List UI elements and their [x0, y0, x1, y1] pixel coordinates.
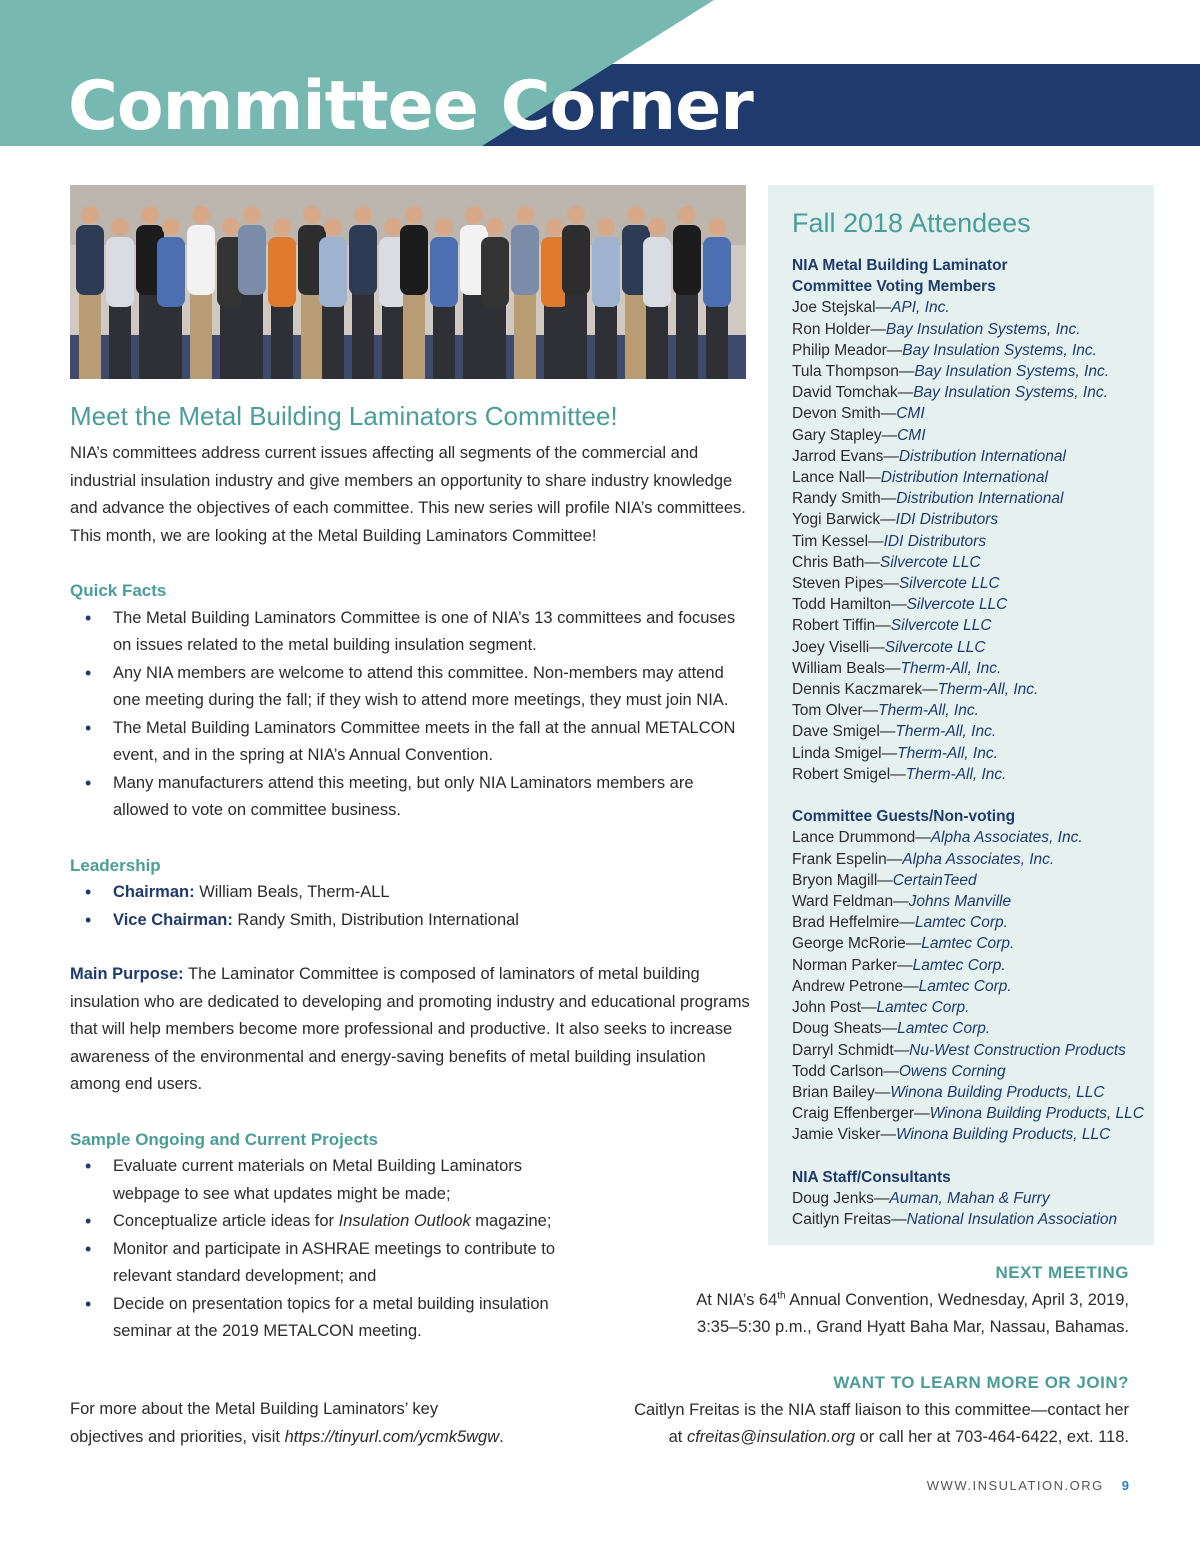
attendee-row: Doug Sheats—Lamtec Corp.: [792, 1020, 991, 1038]
attendee-name: Randy Smith: [792, 490, 881, 508]
list-item: • Many manufacturers attend this meeting, but only NIA Laminators members are allowed to vote on committee business.: [70, 770, 750, 825]
staff-list: [792, 1188, 1152, 1230]
attendee-name: Brian Bailey: [792, 1083, 875, 1101]
attendee-name: Ron Holder: [792, 320, 871, 338]
next-meeting-heading: NEXT MEETING: [995, 1263, 1129, 1282]
attendee-org: Therm-All, Inc.: [897, 744, 998, 762]
voting-list: [792, 297, 1152, 785]
attendee-name: Norman Parker: [792, 956, 898, 974]
list-item: • Any NIA members are welcome to attend this committee. Non-members may attend one meeting during the fall; if they wish to attend more meetings, they must join NIA.: [70, 660, 750, 715]
attendee-org: Bay Insulation Systems, Inc.: [914, 363, 1110, 381]
header-banner: [0, 0, 1200, 146]
attendee-row: Lance Drummond—Alpha Associates, Inc.: [792, 829, 1083, 847]
attendee-row: Norman Parker—Lamtec Corp.: [792, 956, 1006, 974]
list-item: • Monitor and participate in ASHRAE meetings to contribute to relevant standard development; and: [70, 1236, 580, 1291]
attendee-name: William Beals: [792, 659, 886, 677]
list-item: [70, 879, 750, 907]
list-item: [70, 907, 750, 935]
attendee-org: API, Inc.: [891, 299, 950, 317]
attendee-org: CMI: [896, 405, 925, 423]
attendee-name: Devon Smith: [792, 405, 881, 423]
attendee-name: Brad Heffelmire: [792, 914, 900, 932]
attendee-name: Gary Stapley: [792, 426, 882, 444]
attendee-org: Silvercote LLC: [906, 596, 1008, 614]
item-text: Conceptualize article ideas for: [113, 1212, 339, 1230]
attendee-row: Brian Bailey—Winona Building Products, LLC: [792, 1083, 1105, 1101]
attendee-org: Silvercote LLC: [890, 617, 992, 635]
attendee-name: Andrew Petrone: [792, 977, 904, 995]
quick-facts-heading: Quick Facts: [70, 581, 167, 600]
attendee-row: Brad Heffelmire—Lamtec Corp.: [792, 914, 1008, 932]
attendee-name: Tula Thompson: [792, 363, 899, 381]
attendee-name: Doug Jenks: [792, 1189, 874, 1207]
role-name: William Beals, Therm-ALL: [199, 883, 390, 901]
email-link[interactable]: cfreitas@insulation.org: [686, 1428, 856, 1446]
attendee-name: Dennis Kaczmarek: [792, 681, 923, 699]
attendee-name: David Tomchak: [792, 384, 898, 402]
attendee-row: Joey Viselli—Silvercote LLC: [792, 638, 986, 656]
contact-text: or call her at 703-464-6422, ext. 118.: [855, 1428, 1129, 1446]
staff-heading: NIA Staff/Consultants: [792, 1168, 951, 1186]
attendee-row: Ron Holder—Bay Insulation Systems, Inc.: [792, 320, 1081, 338]
attendee-org: Winona Building Products, LLC: [895, 1126, 1111, 1144]
learn-more-heading: WANT TO LEARN MORE OR JOIN?: [833, 1373, 1129, 1392]
contact-text: at: [668, 1428, 687, 1446]
attendee-name: Yogi Barwick: [792, 511, 881, 529]
section-heading: Meet the Metal Building Laminators Committee!: [70, 401, 618, 431]
attendee-name: George McRorie: [792, 935, 906, 953]
leadership-heading: Leadership: [70, 855, 161, 875]
attendee-row: William Beals—Therm-All, Inc.: [792, 659, 1002, 677]
attendee-org: CMI: [897, 426, 926, 444]
guests-heading: Committee Guests/Non-voting: [792, 808, 1016, 826]
attendee-name: John Post: [792, 999, 861, 1017]
attendees-panel: [768, 185, 1154, 1245]
attendee-org: Therm-All, Inc.: [905, 765, 1007, 783]
attendee-row: Frank Espelin—Alpha Associates, Inc.: [792, 850, 1055, 868]
attendee-org: Nu-West Construction Products: [909, 1041, 1126, 1059]
page-footer: [927, 1478, 1129, 1493]
attendee-row: Robert Smigel—Therm-All, Inc.: [792, 765, 1007, 783]
footer-site[interactable]: WWW.INSULATION.ORG: [926, 1478, 1104, 1493]
attendee-name: Lance Nall: [792, 469, 866, 487]
attendee-row: Yogi Barwick—IDI Distributors: [792, 511, 999, 529]
attendee-org: IDI Distributors: [883, 532, 987, 550]
attendee-row: Gary Stapley—CMI: [792, 426, 926, 444]
attendee-org: Lamtec Corp.: [921, 935, 1015, 953]
attendee-row: Doug Jenks—Auman, Mahan & Furry: [792, 1189, 1050, 1207]
attendee-row: Robert Tiffin—Silvercote LLC: [792, 617, 992, 635]
attendee-org: Therm-All, Inc.: [895, 723, 997, 741]
attendee-org: Therm-All, Inc.: [900, 659, 1002, 677]
attendee-org: Lamtec Corp.: [918, 977, 1012, 995]
attendee-org: IDI Distributors: [895, 511, 999, 529]
more-text: .: [499, 1427, 504, 1446]
list-item: • The Metal Building Laminators Committee meets in the fall at the annual METALCON event, and in the spring at NIA’s Annual Convention.: [70, 715, 750, 770]
attendee-row: Devon Smith—CMI: [792, 405, 925, 423]
attendee-org: Therm-All, Inc.: [878, 702, 979, 720]
learn-more: [634, 1369, 1129, 1452]
attendee-row: Randy Smith—Distribution International: [792, 490, 1064, 508]
attendee-org: Winona Building Products, LLC: [890, 1083, 1105, 1101]
attendee-row: Darryl Schmidt—Nu-West Construction Products: [792, 1041, 1126, 1059]
attendee-org: Bay Insulation Systems, Inc.: [885, 320, 1081, 338]
list-item: • Decide on presentation topics for a metal building insulation seminar at the 2019 METALCON meeting.: [70, 1291, 580, 1346]
attendee-name: Ward Feldman: [792, 893, 894, 911]
attendee-org: Lamtec Corp.: [914, 914, 1008, 932]
attendee-org: Silvercote LLC: [898, 575, 1000, 593]
attendee-org: Therm-All, Inc.: [937, 681, 1039, 699]
attendee-row: Tom Olver—Therm-All, Inc.: [792, 702, 979, 720]
attendee-row: Ward Feldman—Johns Manville: [792, 893, 1012, 911]
guests-list: [792, 827, 1152, 1145]
attendee-row: Dennis Kaczmarek—Therm-All, Inc.: [792, 681, 1039, 699]
next-meeting: [696, 1259, 1129, 1342]
attendee-name: Joe Stejskal: [792, 299, 876, 317]
group-photo-icon: [70, 185, 746, 379]
leadership-list: [70, 879, 750, 934]
role-name: Randy Smith, Distribution International: [237, 910, 519, 929]
attendee-row: Linda Smigel—Therm-All, Inc.: [792, 744, 998, 762]
attendee-row: John Post—Lamtec Corp.: [792, 999, 970, 1017]
ordinal: th: [777, 1290, 786, 1301]
attendee-org: Bay Insulation Systems, Inc.: [913, 384, 1108, 402]
attendee-row: Joe Stejskal—API, Inc.: [792, 299, 950, 317]
attendee-row: Andrew Petrone—Lamtec Corp.: [792, 977, 1012, 995]
attendee-row: Bryon Magill—CertainTeed: [792, 871, 977, 889]
attendee-name: Tim Kessel: [792, 532, 869, 550]
meeting-text: At NIA’s 64: [696, 1290, 778, 1309]
intro-paragraph: NIA’s committees address current issues affecting all segments of the commercial and industrial insulation industry and give members an opportunity to share industry knowledge and advance the objectives of each committee. This new series will profile NIA’s committees. This month, we are looking at the Metal Building Laminators Committee!: [70, 444, 746, 545]
purpose-text: The Laminator Committee is composed of laminators of metal building insulation who are dedicated to developing and promoting industry and educational programs that will help members become more professional and productive. It also seeks to increase awareness of the environmental and energy-saving benefits of metal building insulation among end users.: [70, 965, 750, 1093]
attendee-name: Bryon Magill: [792, 871, 878, 889]
main-purpose: [70, 961, 750, 1099]
attendee-row: Craig Effenberger—Winona Building Products, LLC: [792, 1105, 1144, 1123]
main-column: [70, 398, 750, 1346]
list-item: • The Metal Building Laminators Committee is one of NIA’s 13 committees and focuses on issues related to the metal building insulation segment.: [70, 605, 750, 660]
attendee-row: Todd Carlson—Owens Corning: [792, 1062, 1006, 1080]
attendee-name: Jarrod Evans: [792, 447, 884, 465]
attendee-row: Tim Kessel—IDI Distributors: [792, 532, 987, 550]
attendee-org: Auman, Mahan & Furry: [889, 1189, 1050, 1207]
more-line-1: For more about the Metal Building Laminators’ key: [70, 1400, 439, 1418]
attendee-org: CertainTeed: [892, 871, 977, 889]
attendee-org: Distribution International: [880, 469, 1048, 487]
attendee-name: Frank Espelin: [792, 850, 887, 868]
attendee-org: Johns Manville: [908, 893, 1012, 911]
attendee-org: Owens Corning: [898, 1062, 1006, 1080]
role-label: Chairman:: [113, 883, 195, 901]
page-number: 9: [1121, 1478, 1129, 1493]
attendee-row: Philip Meador—Bay Insulation Systems, Inc.: [792, 341, 1097, 359]
list-item: [70, 1208, 580, 1236]
attendee-name: Tom Olver: [792, 702, 863, 720]
learn-more-line: [634, 1424, 1129, 1452]
attendee-name: Jamie Visker: [792, 1126, 881, 1144]
attendee-name: Lance Drummond: [792, 829, 916, 847]
projects-list: [70, 1153, 580, 1346]
attendee-row: Todd Hamilton—Silvercote LLC: [792, 596, 1008, 614]
attendee-name: Chris Bath: [792, 553, 865, 571]
voting-heading: NIA Metal Building Laminator: [792, 257, 1008, 274]
attendee-org: Alpha Associates, Inc.: [930, 829, 1083, 847]
attendee-org: Distribution International: [896, 490, 1064, 508]
more-info: [70, 1396, 504, 1451]
learn-more-line: Caitlyn Freitas is the NIA staff liaison to this committee—contact her: [634, 1400, 1129, 1419]
role-label: Vice Chairman:: [113, 910, 233, 929]
attendee-row: Chris Bath—Silvercote LLC: [792, 553, 981, 571]
attendee-name: Craig Effenberger: [792, 1105, 915, 1123]
attendee-org: Silvercote LLC: [879, 553, 981, 571]
attendee-name: Linda Smigel: [792, 744, 882, 762]
item-text: magazine;: [470, 1212, 552, 1230]
list-item: • Evaluate current materials on Metal Building Laminators webpage to see what updates might be made;: [70, 1153, 580, 1208]
attendee-row: Caitlyn Freitas—National Insulation Association: [792, 1211, 1118, 1229]
more-text: objectives and priorities, visit: [70, 1427, 285, 1446]
attendees-title: Fall 2018 Attendees: [792, 208, 1031, 238]
attendee-org: Lamtec Corp.: [897, 1020, 991, 1038]
attendee-name: Robert Smigel: [792, 765, 891, 783]
attendee-row: Lance Nall—Distribution International: [792, 469, 1048, 487]
attendee-name: Robert Tiffin: [792, 617, 876, 635]
page-title: Committee Corner: [68, 67, 753, 146]
purpose-label: Main Purpose:: [70, 965, 184, 983]
attendee-name: Todd Hamilton: [792, 596, 892, 614]
meeting-text: Annual Convention, Wednesday, April 3, 2019,: [785, 1290, 1129, 1309]
more-line-2: [70, 1424, 504, 1452]
attendee-name: Dave Smigel: [792, 723, 880, 741]
attendee-org: National Insulation Association: [906, 1211, 1118, 1229]
attendee-name: Todd Carlson: [792, 1062, 884, 1080]
attendee-org: Silvercote LLC: [884, 638, 986, 656]
quick-facts-list: [70, 605, 750, 825]
projects-heading: Sample Ongoing and Current Projects: [70, 1129, 378, 1149]
attendee-row: David Tomchak—Bay Insulation Systems, Inc.: [792, 384, 1108, 402]
magazine-title: Insulation Outlook: [338, 1212, 471, 1230]
attendee-org: Lamtec Corp.: [876, 999, 970, 1017]
attendee-name: Philip Meador: [792, 341, 887, 359]
attendee-name: Doug Sheats: [792, 1020, 882, 1038]
attendee-org: Winona Building Products, LLC: [929, 1105, 1144, 1123]
attendee-org: Alpha Associates, Inc.: [902, 850, 1055, 868]
attendee-row: Jamie Visker—Winona Building Products, LLC: [792, 1126, 1111, 1144]
attendee-row: Steven Pipes—Silvercote LLC: [792, 575, 1000, 593]
attendee-name: Joey Viselli: [792, 638, 870, 656]
attendee-row: Jarrod Evans—Distribution International: [792, 447, 1066, 465]
attendee-org: Distribution International: [898, 447, 1066, 465]
next-meeting-line: 3:35–5:30 p.m., Grand Hyatt Baha Mar, Nassau, Bahamas.: [697, 1318, 1129, 1336]
attendee-row: George McRorie—Lamtec Corp.: [792, 935, 1015, 953]
attendee-name: Caitlyn Freitas: [792, 1211, 892, 1229]
next-meeting-line: [696, 1287, 1129, 1315]
attendee-row: Dave Smigel—Therm-All, Inc.: [792, 723, 997, 741]
attendee-name: Steven Pipes: [792, 575, 884, 593]
attendee-name: Darryl Schmidt: [792, 1041, 894, 1059]
more-link[interactable]: https://tinyurl.com/ycmk5wgw: [284, 1427, 500, 1446]
attendee-org: Lamtec Corp.: [912, 956, 1006, 974]
attendee-org: Bay Insulation Systems, Inc.: [902, 341, 1097, 359]
voting-heading: Committee Voting Members: [792, 278, 996, 296]
attendee-row: Tula Thompson—Bay Insulation Systems, Inc.: [792, 363, 1110, 381]
